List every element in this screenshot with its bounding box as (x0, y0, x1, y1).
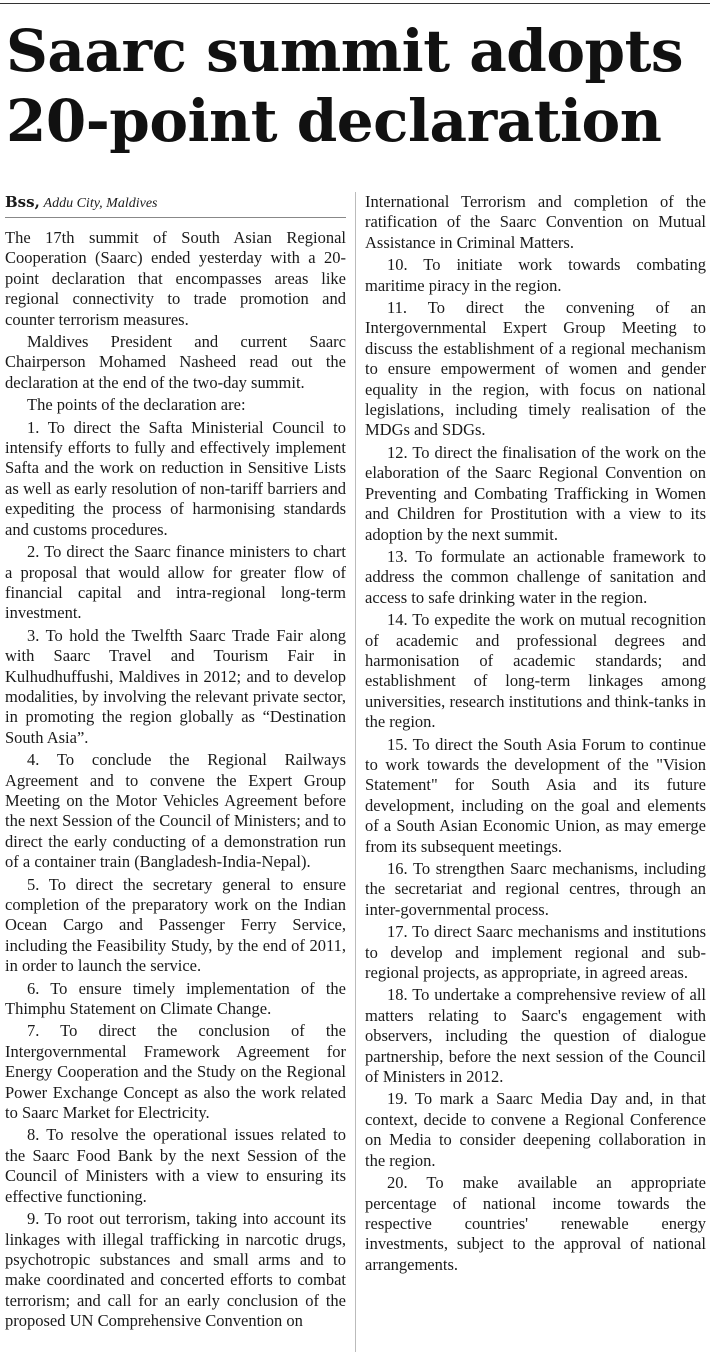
declaration-point: 16. To strengthen Saarc mechanisms, including the secretariat and regional centres, through an inter-governmental process. (365, 859, 706, 919)
article-column-left (5, 192, 346, 1334)
declaration-point: 4. To conclude the Regional Railways Agreement and to convene the Expert Group Meeting on the Motor Vehicles Agreement before the next Session of the Council of Ministers; and to direct the early conducting of a demonstration run of a container train (Bangladesh-India-Nepal). (5, 750, 346, 872)
declaration-point: 18. To undertake a comprehensive review of all matters relating to Saarc's engagement with observers, including the question of dialogue partnership, before the next session of the Council of Ministers in 2012. (365, 985, 706, 1087)
declaration-point: 15. To direct the South Asia Forum to continue to work towards the development of the "Vision Statement" for South Asia and its future development, including on the goal and elements of a South Asian Economic Union, as may emerge from its subsequent meetings. (365, 734, 706, 856)
paragraph: Maldives President and current Saarc Chairperson Mohamed Nasheed read out the declaration at the end of the two-day summit. (5, 332, 346, 392)
declaration-point: 11. To direct the convening of an Intergovernmental Expert Group Meeting to discuss the establishment of a regional mechanism to ensure empowerment of women and gender equality in the region, with focus on national legislations, including timely realisation of the MDGs and SDGs. (365, 298, 706, 440)
paragraph-continuation: International Terrorism and completion of the ratification of the Saarc Convention on Mutual Assistance in Criminal Matters. (365, 192, 706, 252)
declaration-point: 10. To initiate work towards combating maritime piracy in the region. (365, 255, 706, 295)
declaration-point: 5. To direct the secretary general to ensure completion of the preparatory work on the Indian Ocean Cargo and Passenger Ferry Service, including the Feasibility Study, by the end of 2011, in order to launch the service. (5, 874, 346, 976)
paragraph: The points of the declaration are: (27, 395, 246, 415)
byline-agency: Bss, (5, 193, 40, 211)
paragraph: The 17th summit of South Asian Regional Cooperation (Saarc) ended yesterday with a 20-point declaration that encompasses areas like regional connectivity to trade promotion and counter terrorism measures. (5, 228, 346, 329)
declaration-point: 19. To mark a Saarc Media Day and, in that context, decide to convene a Regional Conference on Media to consider deepening collaboration in the region. (365, 1089, 706, 1170)
declaration-point: 17. To direct Saarc mechanisms and institutions to develop and implement regional and sub-regional projects, as appropriate, in agreed areas. (365, 922, 706, 983)
top-rule (0, 3, 710, 4)
headline: Saarc summit adopts 20-point declaration (6, 17, 684, 155)
declaration-point: 20. To make available an appropriate percentage of national income towards the respective countries' renewable energy investments, subject to the approval of national arrangements. (365, 1173, 706, 1274)
declaration-point: 12. To direct the finalisation of the work on the elaboration of the Saarc Regional Convention on Preventing and Combating Trafficking in Women and Children for Prostitution with a view to its adoption by the next summit. (365, 442, 706, 544)
declaration-point: 2. To direct the Saarc finance ministers to chart a proposal that would allow for greater flow of financial capital and intra-regional long-term investment. (5, 542, 346, 623)
declaration-point: 8. To resolve the operational issues related to the Saarc Food Bank by the next Session of the Council of Ministers with a view to ensuring its effective functioning. (5, 1125, 346, 1206)
declaration-point: 7. To direct the conclusion of the Intergovernmental Framework Agreement for Energy Cooperation and the Study on the Regional Power Exchange Concept as also the work related to Saarc Market for Electricity. (5, 1021, 346, 1123)
declaration-point: 1. To direct the Safta Ministerial Council to intensify efforts to fully and effectively implement Safta and the work on reduction in Sensitive Lists as well as early resolution of non-tariff barriers and expediting the process of harmonising standards and customs procedures. (5, 417, 346, 539)
article-column-right (365, 192, 706, 1277)
declaration-point: 14. To expedite the work on mutual recognition of academic and professional degrees and harmonisation of academic standards; and establishment of long-term linkages among universities, research institutions and think-tanks in the region. (365, 610, 706, 732)
declaration-point: 3. To hold the Twelfth Saarc Trade Fair along with Saarc Travel and Tourism Fair in Kulhudhuffushi, Maldives in 2012; and to develop modalities, by involving the relevant private sector, in promoting the region globally as “Destination South Asia”. (5, 625, 346, 747)
byline-place: Addu City, Maldives (43, 196, 158, 211)
declaration-point: 6. To ensure timely implementation of the Thimphu Statement on Climate Change. (5, 978, 346, 1019)
byline (5, 192, 346, 218)
declaration-point: 9. To root out terrorism, taking into account its linkages with illegal trafficking in narcotic drugs, psychotropic substances and small arms and to make coordinated and concerted efforts to combat terrorism; and call for an early conclusion of the proposed UN Comprehensive Convention on (5, 1209, 346, 1331)
declaration-point: 13. To formulate an actionable framework to address the common challenge of sanitation and access to safe drinking water in the region. (365, 546, 706, 607)
column-divider (355, 192, 356, 1352)
